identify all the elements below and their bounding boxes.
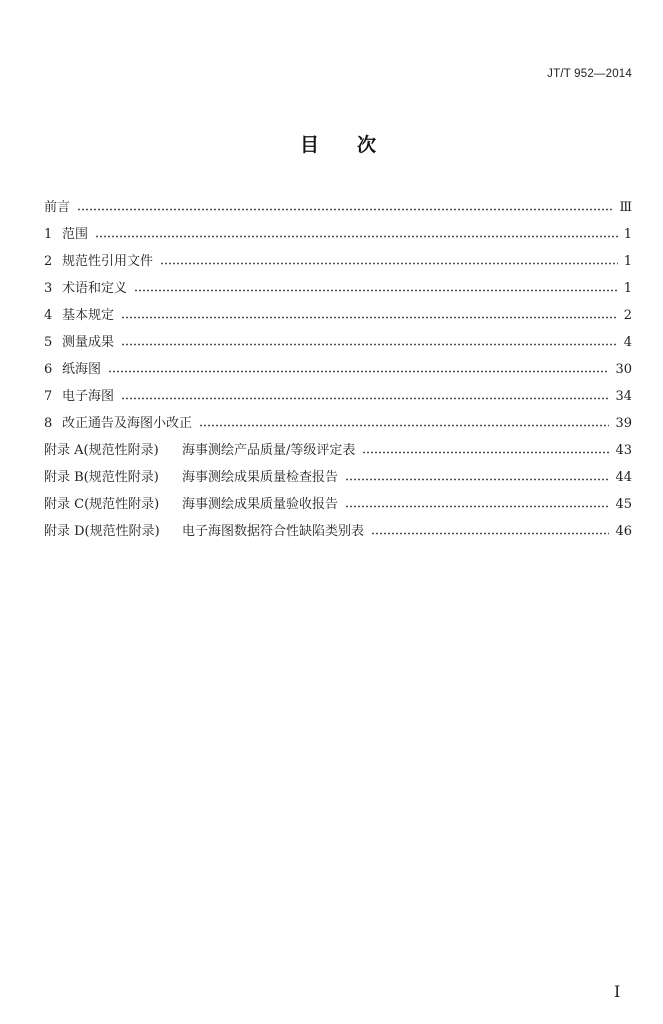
toc-title: 规范性引用文件	[62, 254, 154, 269]
toc-row	[44, 302, 632, 329]
toc-title: 范围	[62, 227, 89, 242]
toc-leader	[77, 194, 613, 221]
toc-title: 海事测绘成果质量验收报告	[182, 497, 339, 512]
toc-leader	[95, 221, 618, 248]
toc-row-appendix	[44, 518, 632, 545]
toc-page-number: 1	[623, 254, 632, 269]
appendix-label: 附录 B(规范性附录)	[44, 470, 159, 485]
toc-row-appendix	[44, 437, 632, 464]
toc-leader	[121, 302, 618, 329]
toc-number: 4	[44, 308, 53, 323]
toc-leader	[199, 410, 609, 437]
toc-leader	[345, 491, 609, 518]
toc-title: 前言	[44, 200, 71, 215]
toc-title: 电子海图	[62, 389, 115, 404]
toc-row	[44, 356, 632, 383]
toc-number: 8	[44, 416, 53, 431]
toc-page-number: 45	[615, 497, 632, 512]
toc-page-number: 4	[623, 335, 632, 350]
toc-number: 7	[44, 389, 53, 404]
toc-row	[44, 275, 632, 302]
appendix-label: 附录 A(规范性附录)	[44, 443, 159, 458]
standard-code: JT/T 952—2014	[547, 68, 632, 80]
toc-row	[44, 383, 632, 410]
toc-row-appendix	[44, 491, 632, 518]
table-of-contents	[44, 194, 632, 545]
toc-title: 电子海图数据符合性缺陷类别表	[182, 524, 365, 539]
appendix-label: 附录 D(规范性附录)	[44, 524, 160, 539]
toc-title: 海事测绘产品质量/等级评定表	[182, 443, 356, 458]
toc-page-number: 43	[615, 443, 632, 458]
toc-row	[44, 221, 632, 248]
toc-page-number: 1	[623, 227, 632, 242]
footer-page-number: I	[614, 982, 621, 1001]
toc-page-number: 2	[623, 308, 632, 323]
toc-page-number: Ⅲ	[619, 200, 632, 215]
toc-page-number: 1	[623, 281, 632, 296]
toc-title: 纸海图	[62, 362, 102, 377]
toc-page-number: 44	[615, 470, 632, 485]
toc-page-number: 34	[615, 389, 632, 404]
toc-leader	[345, 464, 609, 491]
toc-page-number: 30	[615, 362, 632, 377]
toc-title: 术语和定义	[62, 281, 128, 296]
toc-leader	[160, 248, 618, 275]
toc-leader	[108, 356, 609, 383]
toc-row-appendix	[44, 464, 632, 491]
toc-row-preface	[44, 194, 632, 221]
toc-leader	[371, 518, 609, 545]
toc-page-number: 46	[615, 524, 632, 539]
toc-title: 基本规定	[62, 308, 115, 323]
toc-title: 海事测绘成果质量检查报告	[182, 470, 339, 485]
toc-number: 2	[44, 254, 53, 269]
toc-row	[44, 410, 632, 437]
toc-row	[44, 329, 632, 356]
toc-leader	[121, 383, 609, 410]
toc-page-number: 39	[615, 416, 632, 431]
page-title: 目 次	[299, 134, 376, 156]
toc-number: 3	[44, 281, 53, 296]
toc-title: 测量成果	[62, 335, 115, 350]
toc-number: 6	[44, 362, 53, 377]
toc-row	[44, 248, 632, 275]
toc-number: 5	[44, 335, 53, 350]
toc-leader	[362, 437, 609, 464]
toc-title: 改正通告及海图小改正	[62, 416, 193, 431]
toc-leader	[121, 329, 618, 356]
toc-leader	[134, 275, 618, 302]
toc-number: 1	[44, 227, 53, 242]
appendix-label: 附录 C(规范性附录)	[44, 497, 160, 512]
